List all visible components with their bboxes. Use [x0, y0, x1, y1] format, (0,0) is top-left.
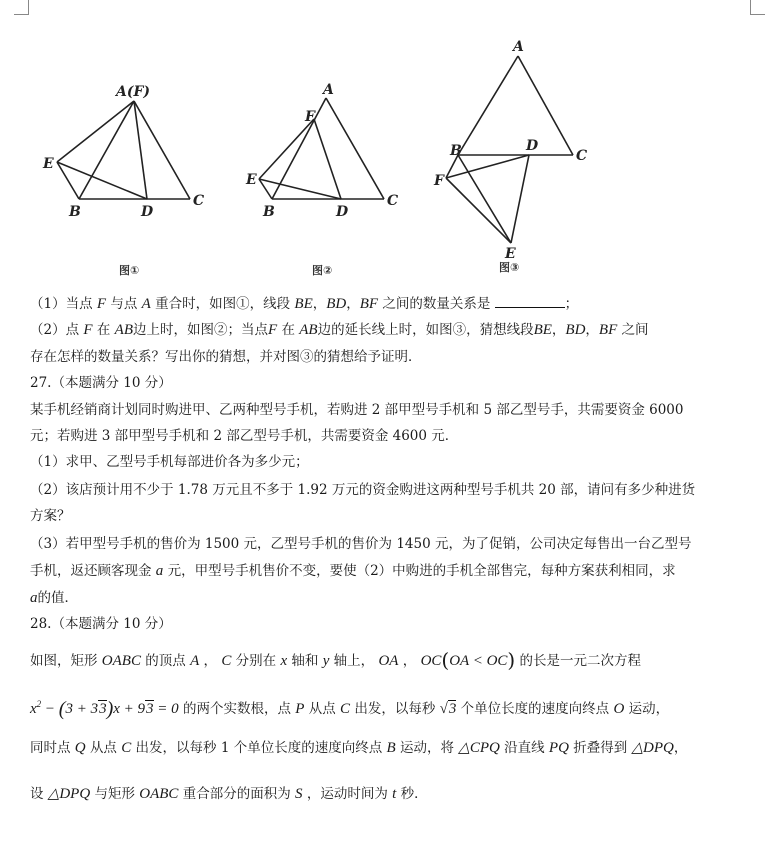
math-f: F	[96, 296, 107, 312]
math-bd: BD	[326, 296, 347, 312]
math-f: F	[267, 322, 278, 338]
q27-heading: 27.（本题满分 10 分）	[30, 375, 172, 391]
fig3-label-e: E	[505, 246, 516, 262]
text: 如图，矩形	[30, 653, 98, 669]
text: 重合时，如图①，线段	[155, 296, 291, 312]
text: 元，甲型号手机售价不变，要使（2）中购进的手机全部售完，每种方案获利相同，求	[167, 563, 676, 579]
text: 从点	[89, 740, 117, 756]
answer-blank[interactable]	[495, 295, 565, 308]
text: 轴和	[291, 653, 319, 669]
fig1-segment-eb	[57, 162, 79, 199]
fig1-label-b: B	[69, 204, 81, 220]
math-q: Q	[74, 740, 86, 756]
text: 与点	[110, 296, 138, 312]
text: 在	[96, 322, 111, 338]
text: 个单位长度的速度向终点	[460, 701, 610, 717]
text: 与矩形	[94, 786, 135, 802]
paren-close: )	[507, 648, 516, 672]
fig1-label-a: A(F)	[116, 84, 151, 100]
math-ab: AB	[114, 322, 133, 338]
math-bf: BF	[598, 322, 618, 338]
math-o: O	[613, 701, 625, 717]
q27-part2-line1: （2）该店预计用不少于 1.78 万元且不多于 1.92 万元的资金购进这两种型号手机共 20 部，请问有多少种进货	[30, 482, 696, 498]
text: 秒．	[400, 786, 428, 802]
text: ，运动时间为	[306, 786, 388, 802]
fig3-label-a: A	[513, 39, 524, 55]
text: 设	[30, 786, 44, 802]
fig3-segment-ab	[458, 56, 518, 155]
fig2-label-f: F	[305, 109, 315, 125]
q28-line4	[30, 784, 749, 804]
fig3-label-d: D	[526, 138, 539, 154]
fig2-label-e: E	[246, 172, 257, 188]
text: ；	[564, 296, 579, 312]
math-a: a	[155, 563, 164, 579]
q27-part3-line3	[30, 588, 749, 608]
math-bf: BF	[359, 296, 379, 312]
text: 轴上，	[333, 653, 375, 669]
fig1-segment-ab	[79, 101, 134, 199]
fig2-caption: 图②	[312, 264, 333, 277]
text: 重合部分的面积为	[182, 786, 291, 802]
math-ab: AB	[299, 322, 318, 338]
math-c: C	[221, 653, 232, 669]
math-oa-lt-oc: OA < OC	[449, 653, 508, 669]
fig2-label-b: B	[263, 204, 275, 220]
figure-3	[446, 56, 573, 243]
q27-part3-line1: （3）若甲型号手机的售价为 1500 元，乙型号手机的售价为 1450 元，为了促销，公司决定每售出一台乙型号	[30, 536, 692, 552]
q28-line3: 同时点 Q 从点 C 出发，以每秒 1 个单位长度的速度向终点 B 运动，将 △CPQ 沿直线 PQ 折叠得到 △DPQ，	[30, 740, 688, 756]
text: （2）点	[30, 322, 80, 338]
fig1-segment-ad	[134, 101, 147, 199]
math-c: C	[340, 701, 351, 717]
text: 同时点	[30, 740, 71, 756]
math-a: A	[190, 653, 200, 669]
math-sqrt3: √3	[439, 701, 457, 717]
text: 之间	[621, 322, 649, 338]
figure-2	[259, 98, 384, 199]
math-x: x	[280, 653, 288, 669]
fig1-label-d: D	[141, 204, 154, 220]
paren-open: (	[441, 648, 450, 672]
q27-intro-line2: 元；若购进 3 部甲型号手机和 2 部乙型号手机，共需要资金 4600 元．	[30, 428, 459, 444]
text: 边上时，如图②；当点	[132, 322, 268, 338]
math-triangle-dpq: △DPQ	[47, 786, 91, 802]
fig2-segment-fe	[259, 119, 314, 179]
fig3-label-b: B	[450, 143, 462, 159]
q27-part2-line2: 方案？	[30, 508, 71, 524]
math-triangle-cpq: △CPQ	[458, 740, 500, 756]
math-be: BE	[533, 322, 552, 338]
math-b: B	[386, 740, 396, 756]
q27-part1: （1）求甲、乙型号手机每部进价各为多少元；	[30, 454, 309, 470]
math-oabc: OABC	[101, 653, 141, 669]
fig1-segment-ae	[57, 101, 134, 162]
math-equation: $x^2 - (3 + 33)x + 93 = 0$	[30, 698, 179, 720]
fig2-label-d: D	[336, 204, 349, 220]
fig2-label-c: C	[387, 193, 399, 209]
math-triangle-dpq: △DPQ	[631, 740, 674, 756]
math-oabc: OABC	[139, 786, 179, 802]
q28-heading: 28.（本题满分 10 分）	[30, 616, 172, 632]
geometry-figures	[0, 0, 779, 290]
text: 出发，以每秒	[354, 701, 436, 717]
text: 的顶点	[145, 653, 186, 669]
q28-line1: 如图，矩形 OABC 的顶点 A ， C 分别在 x 轴和 y 轴上， OA ， OC(OA < OC) 的长是一元二次方程	[30, 648, 642, 672]
fig1-label-e: E	[43, 156, 54, 172]
text: 运动，将	[399, 740, 454, 756]
text: 分别在	[235, 653, 277, 669]
fig3-caption: 图③	[499, 261, 520, 274]
figure-1	[57, 101, 190, 199]
math-t: t	[392, 786, 397, 802]
text: 出发，以每秒 1 个单位长度的速度向终点	[135, 740, 383, 756]
fig2-segment-ac	[326, 98, 384, 199]
fig1-caption: 图①	[119, 264, 140, 277]
text: 的长是一元二次方程	[519, 653, 642, 669]
q28-line2	[30, 694, 749, 719]
q27-part3-line2	[30, 561, 749, 581]
text: 边的延长线上时，如图③，猜想线段	[317, 322, 534, 338]
q26-part1-line: （1）当点 F 与点 A 重合时，如图①，线段 BE，BD，BF 之间的数量关系是 ；	[30, 296, 579, 312]
text: 的两个实数根，点	[182, 701, 291, 717]
text: 运动，	[628, 701, 670, 717]
fig1-label-c: C	[193, 193, 205, 209]
text: 手机，返还顾客现金	[30, 563, 152, 579]
fig1-segment-ac	[134, 101, 190, 199]
fig2-segment-ed	[259, 179, 341, 199]
math-f: F	[83, 322, 93, 338]
q26-part2-continuation: 存在怎样的数量关系？写出你的猜想，并对图③的猜想给予证明．	[30, 349, 422, 365]
text: 的值．	[37, 590, 78, 606]
fig3-label-c: C	[576, 148, 588, 164]
text: 在	[281, 322, 295, 338]
fig3-label-f: F	[434, 173, 444, 189]
math-c: C	[121, 740, 132, 756]
text: 从点	[308, 701, 336, 717]
text: 之间的数量关系是	[382, 296, 491, 312]
math-oa: OA	[378, 653, 399, 669]
math-s: S	[295, 786, 303, 802]
fig2-segment-fd	[314, 119, 341, 199]
math-a: a	[30, 590, 38, 606]
fig2-label-a: A	[323, 82, 334, 98]
math-oc: OC	[420, 653, 442, 669]
q27-intro-line1: 某手机经销商计划同时购进甲、乙两种型号手机，若购进 2 部甲型号手机和 5 部乙型号手，共需要资金 6000	[30, 402, 684, 418]
text: 折叠得到	[573, 740, 628, 756]
math-pq: PQ	[548, 740, 569, 756]
fig1-segment-ed	[57, 162, 147, 199]
math-p: P	[295, 701, 305, 717]
math-y: y	[322, 653, 330, 669]
math-bd: BD	[565, 322, 586, 338]
q26-part2-line: （2）点 F 在 AB边上时，如图②；当点F 在 AB边的延长线上时，如图③，猜想线段BE，BD，BF 之间	[30, 322, 649, 338]
math-be: BE	[294, 296, 313, 312]
text: （1）当点	[30, 296, 93, 312]
text: 沿直线	[504, 740, 545, 756]
math-a: A	[141, 296, 151, 312]
fig3-segment-de	[511, 155, 529, 243]
